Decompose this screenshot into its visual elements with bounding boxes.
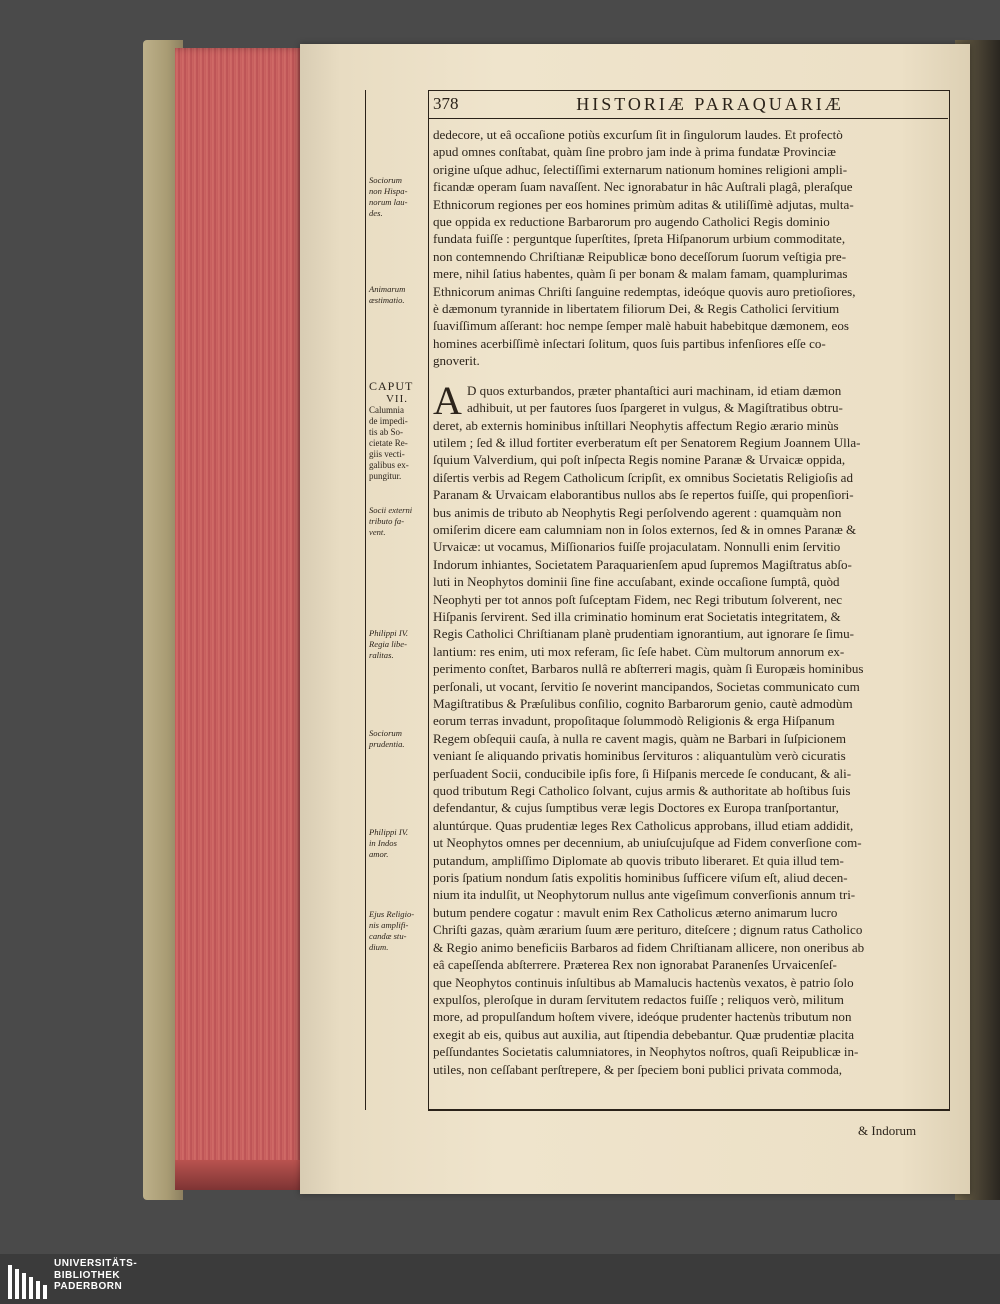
text-line: poris ſpatium nondum ſatis expolitis hominibus ſufficere viſum eſt, aliud decen- [433, 870, 848, 886]
text-line: Indorum inhiantes, Societatem Paraquarienſem apud ſupremos Magiſtratus abſo- [433, 556, 852, 572]
text-line: apud omnes conſtabat, quàm ſine probro jam inde à prima fundatæ Provinciæ [433, 144, 836, 160]
text-line: veniant ſe aliquando privatis hominibus ſervituros : aliquantulùm verò cicuratis [433, 748, 846, 764]
text-line: Paranam & Urvaicam elaborantibus nullos abs ſe repertos fuiſſe, qui propenſiori- [433, 487, 854, 503]
catchword: & Indorum [858, 1123, 917, 1138]
text-line: perſonali, ut vocant, ſervitio ſe noverint mancipandos, Societas communicato cum [433, 678, 860, 694]
text-line: peſſundantes Societatis calumniatores, in Neophytos noſtros, quaſi Reipublicæ in- [433, 1044, 859, 1060]
text-line: exegit ab eis, quibus aut auxilia, aut ſtipendia debebantur. Quæ prudentiæ placita [433, 1026, 855, 1042]
margin-note: Philippi IV. Regia libe- ralitas. [369, 628, 408, 660]
text-line: utilem ; ſed & illud fortiter everberatum eſt per Senatorem Regium Joannem Ulla- [433, 434, 861, 450]
text-line: defendantur, & cujus ſumptibus veræ legis Doctores ex Europa tranſportantur, [433, 800, 839, 816]
text-line: origine uſque adhuc, ſelectiſſimi externarum nationum homines religioni ampli- [433, 161, 848, 177]
running-head: HISTORIÆ PARAQUARIÆ [576, 94, 844, 114]
text-line: ſuaviſſimum aſſerant: hoc nempe ſemper malè habuit habebitque dæmonem, eos [433, 318, 849, 334]
text-line: expulſos, pleroſque in duram ſervitutem redactos fuiſſe ; reliquos verò, militum [433, 991, 844, 1007]
text-line: ficandæ operam ſuam navaſſent. Nec ignorabatur in hâc Auſtrali plagâ, pleraſque [433, 179, 853, 195]
text-line: mere, nihil ſatius habentes, quàm ſi per bonam & malam famam, quamplurimas [433, 266, 848, 282]
text-line: Neophyti per tot annos poſt ſuſceptam Fidem, nec Regi tributum ſolverent, nec [433, 591, 843, 607]
text-line: eorum terras invadunt, propoſitaque ſolummodò Religionis & erga Hiſpanum [433, 713, 835, 729]
text-line: gnoverit. [433, 353, 480, 369]
text-line: homines acerbiſſimè inſectari ſolitum, quos ſuis partibus infenſiores eſſe co- [433, 335, 826, 351]
text-line: non contemnendo Chriſtianæ Reipublicæ bono deceſſorum ſuorum veſtigia pre- [433, 248, 847, 264]
text-line: nium ita indulſit, ut Neophytorum nullus ante vigeſimum converſionis annum tri- [433, 887, 856, 903]
text-line: utiles, non ceſſabant perſtrepere, & per ſpeciem boni publici privata commoda, [433, 1061, 843, 1077]
text-line: diſertis verbis ad Regem Catholicum ſcripſit, ex omnibus Societatis Religioſis ad [433, 469, 853, 485]
text-line: dedecore, ut eâ occaſione potiùs excurſum ſit in ſingulorum laudes. Et profectò [433, 127, 843, 142]
text-line: fundata fuiſſe : perguntque ſuperſtites, ſpreta Hiſpanorum urbium commoditate, [433, 231, 846, 247]
body-text [433, 126, 947, 1078]
text-line: Ethnicorum regiones per eos homines primùm aditas & utiliſſimè adjutas, multa- [433, 196, 854, 212]
margin-rule [365, 90, 366, 1110]
chapter-heading: CAPUT VII. Calumnia de impedi- tis ab So- cietate Re- giis vecti- galibus ex- pungitur. [369, 380, 425, 482]
text-line: & Regio animo beneficiis Barbaros ad fidem Chriſtianam allicere, non oneribus ab [433, 939, 865, 955]
text-line: adhibuit, ut per fautores ſuos ſpargeret in vulgus, & Magiſtratibus obtru- [467, 400, 843, 416]
text-line: Urvaicæ: ut vocamus, Miſſionarios fuiſſe projaculatam. Nonnulli enim ſervitio [433, 539, 841, 555]
text-line: Regem obſequii cauſa, à nulla re cavent magis, quàm ne Barbari in ſuſpicionem [433, 730, 847, 746]
text-line: Ethnicorum animas Chriſti ſanguine redemptas, ideóque quovis auro pretioſiores, [433, 283, 856, 299]
margin-note: Sociorum non Hispa- norum lau- des. [369, 175, 408, 218]
page-number: 378 [433, 94, 459, 113]
margin-note: Sociorum prudentia. [369, 728, 405, 749]
page-block-bottom [175, 1160, 305, 1190]
text-line: que oppida ex reductione Barbarorum pro augendo Catholici Regis dominio [433, 214, 830, 230]
text-line: Chriſti gazas, quàm ærarium ſuum ære perituro, diteſcere ; dignum ratus Catholico [433, 922, 863, 938]
chapter-title: CAPUT [369, 379, 414, 393]
text-line: omiſerim dicere eam calumniam non in ſolos externos, ſed & in omnes Paranæ & [433, 521, 857, 537]
margin-note: Ejus Religio- nis amplifi- candæ stu- dium. [369, 909, 415, 952]
text-line: eâ capeſſenda abſterrere. Præterea Rex non ignorabat Paranenſes Urvaicenſeſ- [433, 957, 837, 973]
red-page-edges [175, 48, 305, 1168]
library-logo-text: UNIVERSITÄTS- BIBLIOTHEK PADERBORN [54, 1258, 138, 1292]
paragraph-2 [433, 417, 947, 1078]
text-line: perimento conſtet, Barbaros nullâ re abſterreri magis, quàm ſi Europæis hominibus [433, 661, 864, 677]
drop-cap: A [433, 377, 462, 423]
footer-bar [0, 1254, 1000, 1304]
text-line: Regis Catholici Chriſtianam planè prudentiam ignorantium, aut ignorare ſe ſimu- [433, 626, 855, 642]
text-line: butum pendere cogatur : mavult enim Rex Catholicus æterno animarum lucro [433, 904, 838, 920]
margin-note: Philippi IV. in Indos amor. [369, 827, 408, 859]
text-line: more, ad propulſandum hoſtem vivere, ideóque prudenter hactenùs tributum non [433, 1009, 852, 1025]
text-line: D quos exturbandos, præter phantaſtici auri machinam, id etiam dæmon [467, 382, 842, 398]
text-line: Magiſtratibus & Præſulibus conſilio, cognito Barbarorum genio, cautè admodùm [433, 696, 853, 711]
text-line: lantium: res enim, uti mox referam, ſic ſeſe habet. Cùm multorum annorum ex- [433, 643, 845, 659]
text-line: perſuadent Socii, conducibile ipſis fore, ſi Hiſpanis mercede ſe conducant, & ali- [433, 765, 852, 781]
header-rule [428, 118, 948, 119]
text-line: bus animis de tributo ab Neophytis Regi perſolvendo agerent : quamquàm non [433, 504, 842, 520]
chapter-number: VII. [385, 393, 409, 405]
text-line: luti in Neophytos dominii ſine fine accuſabant, exinde occaſione ſumptâ, quòd [433, 574, 840, 590]
text-line: Hiſpanis ſervirent. Sed illa criminatio hominum erat Societatis integritatem, & [433, 608, 841, 624]
margin-note: Animarum æstimatio. [369, 284, 406, 305]
margin-note: Socii externi tributo fa- vent. [369, 505, 413, 537]
text-line: ut Neophytos omnes per decennium, ab uniuſcujuſque ad Fidem converſione com- [433, 835, 862, 851]
text-line: è dæmonum tyrannide in libertatem filiorum Dei, & Regis Catholici ſervitium [433, 301, 840, 317]
text-line: ſquium Valverdium, qui poſt inſpecta Regis nomine Paranæ & Urvaicæ oppida, [433, 452, 846, 468]
text-line: que Neophytos continuis inſultibus ab Mamalucis hactenùs vexatos, è patrio ſolo [433, 974, 854, 990]
paragraph-2-opening [433, 377, 947, 423]
text-line: aluntúrque. Quas prudentiæ leges Rex Catholicus approbans, illud etiam addidit, [433, 817, 854, 833]
library-logo-icon [8, 1259, 50, 1299]
paragraph-1 [433, 126, 947, 370]
text-line: putandum, ampliſſimo Diplomate ab quovis tributo liberaret. Et quia illud tem- [433, 852, 844, 868]
text-line: quod tributum Regi Catholico ſolvant, cujus armis & authoritate ab hoſtibus ſuis [433, 783, 851, 799]
text-line: deret, ab externis hominibus inſtillari Neophytis affectum Regio ærario minùs [433, 417, 839, 433]
